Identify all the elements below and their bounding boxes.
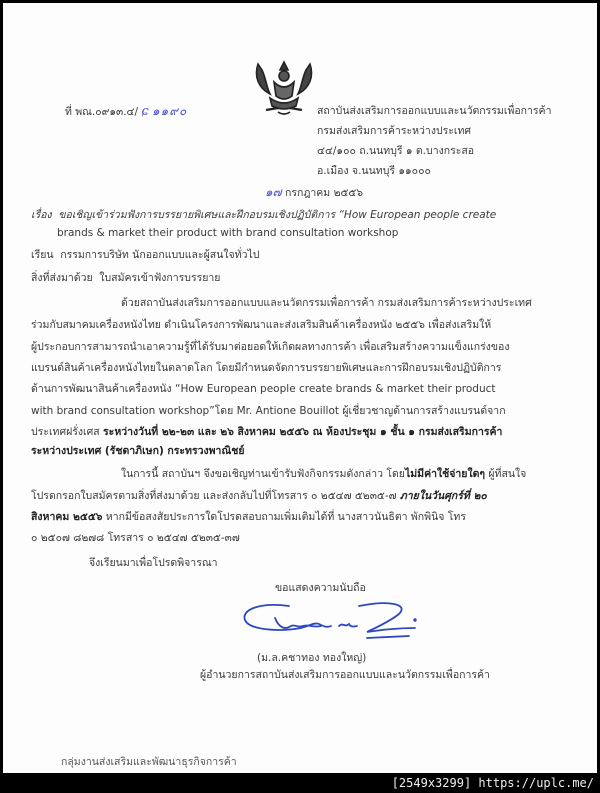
signature-icon [239, 598, 419, 648]
paragraph-1-line-5: ด้านการพัฒนาสินค้าเครื่องหนัง “How European people create brands & market their product [31, 383, 496, 395]
paragraph-2-line-2-a: โปรดกรอกใบสมัครตามสิ่งที่ส่งมาด้วย และส่งกลับไปที่โทรสาร ๐ ๒๕๔๗ ๕๒๓๕-๗ [31, 490, 400, 502]
paragraph-2-line-4: ๐ ๒๕๐๗ ๘๒๗๘ โทรสาร ๐ ๒๕๔๗ ๕๒๓๕-๓๗ [31, 532, 240, 544]
sender-line-3: ๔๔/๑๐๐ ถ.นนทบุรี ๑ ต.บางกระสอ [317, 145, 475, 157]
paragraph-1-line-6: with brand consultation workshop”โดย Mr. Antione Bouillot ผู้เชี่ยวชาญด้านการสร้างแบรนด์จาก [31, 405, 506, 417]
to-value: กรรมการบริษัท นักออกแบบและผู้สนใจทั่วไป [60, 249, 260, 261]
paragraph-1-line-7 [31, 425, 502, 439]
paragraph-1-line-2: ร่วมกับสมาคมเครื่องหนังไทย ดำเนินโครงการพัฒนาและส่งเสริมสินค้าเครื่องหนัง ๒๕๕๖ เพื่อส่งเสริมให้ [31, 319, 492, 331]
enclosure-line [31, 271, 220, 285]
sender-line-4: อ.เมือง จ.นนทบุรี ๑๑๐๐๐ [317, 165, 431, 177]
date-day-handwritten: ๑๗ [265, 185, 282, 199]
paragraph-2-line-3 [31, 510, 466, 524]
event-dates-venue: ระหว่างวันที่ ๒๒-๒๓ และ ๒๖ สิงหาคม ๒๕๕๖ ณ ห้องประชุม ๑ ชั้น ๑ กรมส่งเสริมการค้า [103, 426, 503, 438]
to-label: เรียน [31, 249, 54, 261]
closing-salutation: ขอแสดงความนับถือ [275, 582, 366, 594]
deadline-month-text: สิงหาคม ๒๕๕๖ [31, 511, 103, 523]
letter-page [3, 3, 597, 773]
recipient-line [31, 248, 259, 262]
paragraph-2-line-1-a: ในการนี้ สถาบันฯ จึงขอเชิญท่านเข้ารับฟังกิจกรรมดังกล่าว โดย [121, 468, 405, 480]
subject-line-2: brands & market their product with brand consultation workshop [57, 227, 399, 239]
paragraph-2-line-1 [121, 467, 526, 481]
enclosure-label: สิ่งที่ส่งมาด้วย [31, 272, 93, 284]
subject-english: “How European people create [338, 209, 497, 221]
closing-request: จึงเรียนมาเพื่อโปรดพิจารณา [89, 557, 218, 569]
signer-title: ผู้อำนวยการสถาบันส่งเสริมการออกแบบและนวัตกรรมเพื่อการค้า [200, 669, 490, 681]
paragraph-2-line-3-b: หากมีข้อสงสัยประการใดโปรดสอบถามเพิ่มเติมได้ที่ นางสาวนันธิตา พักพินิจ โทร [102, 511, 466, 523]
paragraph-1-line-1: ด้วยสถาบันส่งเสริมการออกแบบและนวัตกรรมเพื่อการค้า กรมส่งเสริมการค้าระหว่างประเทศ [121, 297, 532, 309]
image-watermark: [2549x3299] https://uplc.me/ [391, 776, 594, 790]
reference-number-handwritten: ๑๑๙๐ [152, 104, 188, 118]
subject-thai: ขอเชิญเข้าร่วมฟังการบรรยายพิเศษและฝึกอบรมเชิงปฏิบัติการ [58, 209, 336, 221]
letter-date [265, 185, 363, 200]
subject-line-1 [31, 208, 496, 222]
paragraph-1-line-3: ผู้ประกอบการสามารถนำเอาความรู้ที่ได้รับมาต่อยอดให้เกิดผลทางการค้า เพื่อเสริมสร้างความแข็งแกร่งของ [31, 341, 510, 353]
paragraph-2-line-1-b: ผู้ที่สนใจ [485, 468, 527, 480]
reference-prefix-handwritten: ɕ [141, 104, 149, 119]
reference-label: ที่ พณ.๐๙๑๓.๔/ [65, 106, 139, 118]
subject-label: เรื่อง [31, 209, 52, 221]
deadline-text: ภายในวันศุกร์ที่ ๒๐ [399, 490, 487, 502]
paragraph-1-line-8: ระหว่างประเทศ (รัชดาภิเษก) กระทรวงพาณิชย์ [31, 445, 245, 457]
department-footer: กลุ่มงานส่งเสริมและพัฒนาธุรกิจการค้า [61, 756, 237, 768]
enclosure-value: ใบสมัครเข้าฟังการบรรยาย [99, 272, 221, 284]
date-month-year: กรกฎาคม ๒๕๕๖ [284, 187, 364, 199]
sender-line-2: กรมส่งเสริมการค้าระหว่างประเทศ [317, 125, 472, 137]
paragraph-1-line-4: แบรนด์สินค้าเครื่องหนังไทยในตลาดโลก โดยมีกำหนดจัดการบรรยายพิเศษและการฝึกอบรมเชิงปฏิบัติการ [31, 362, 502, 374]
signer-name: (ม.ล.คชาทอง ทองใหญ่) [257, 652, 367, 664]
reference-number [65, 104, 187, 119]
sender-line-1: สถาบันส่งเสริมการออกแบบและนวัตกรรมเพื่อการค้า [317, 105, 552, 117]
paragraph-1-line-7-normal: ประเทศฝรั่งเศส [31, 426, 104, 438]
garuda-emblem-icon [252, 58, 316, 120]
free-of-charge-text: ไม่มีค่าใช้จ่ายใดๆ [404, 468, 486, 480]
paragraph-2-line-2 [31, 489, 487, 503]
